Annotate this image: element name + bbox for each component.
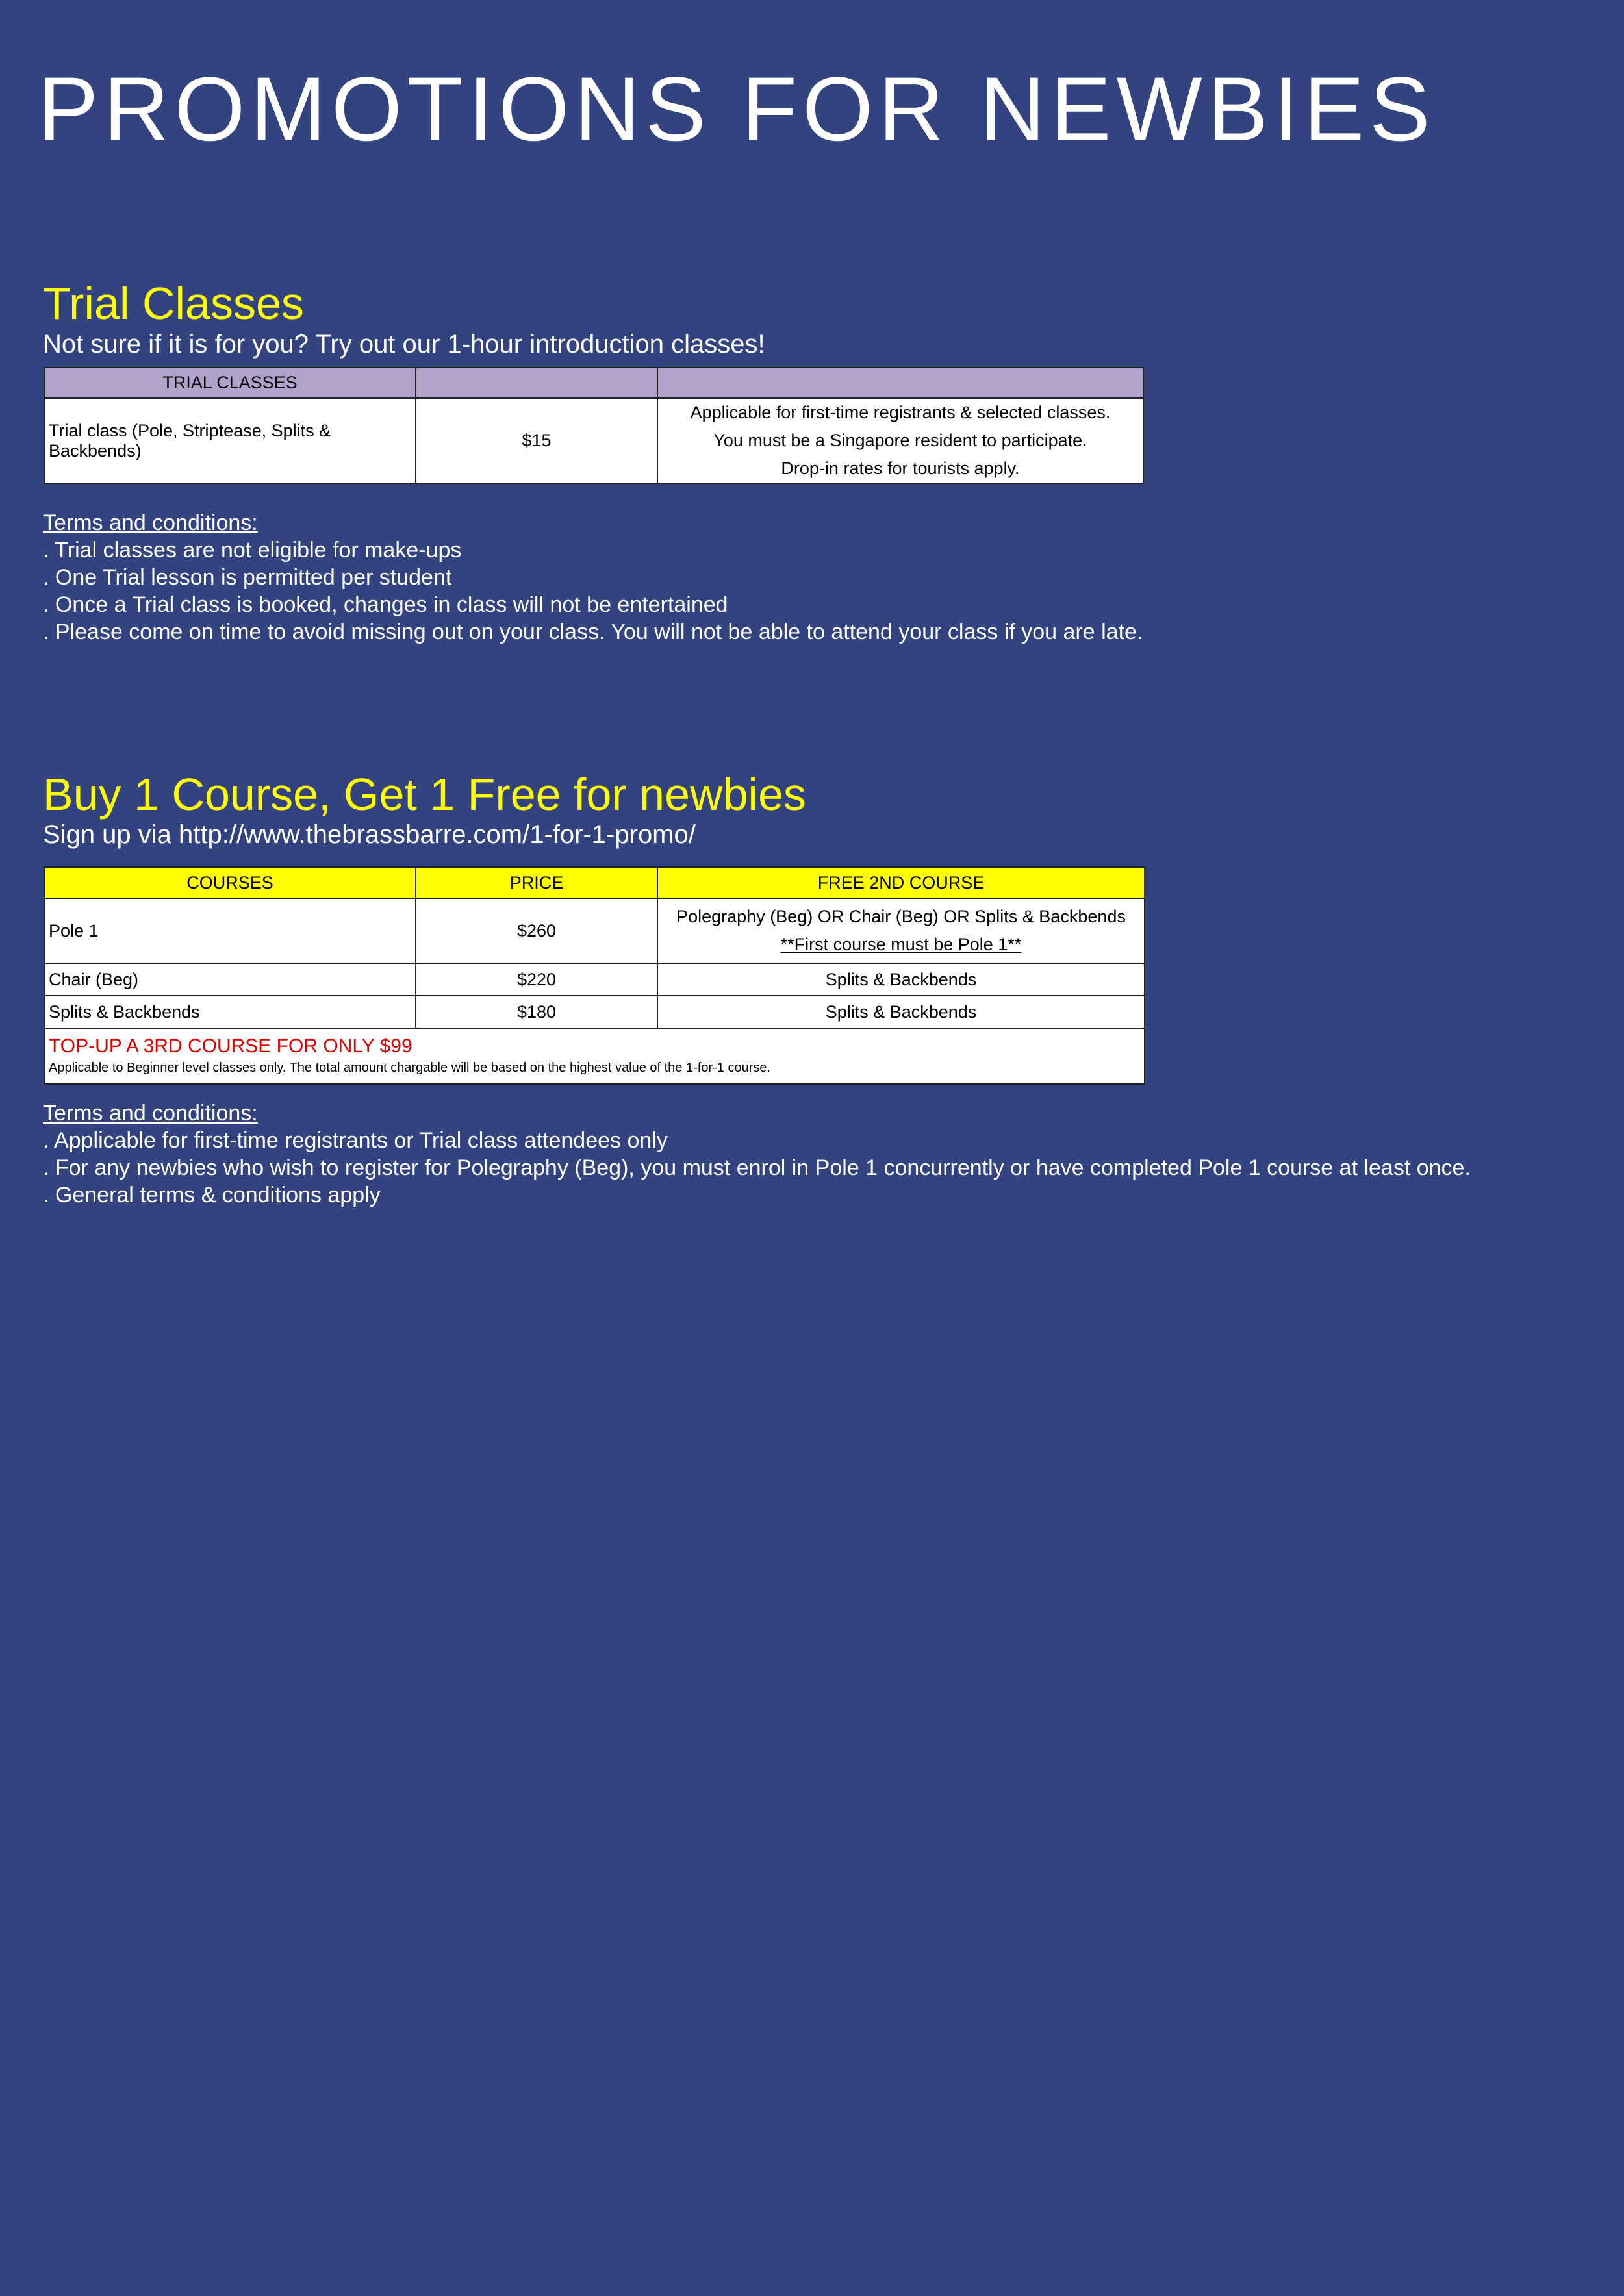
bogo-header-free-course: FREE 2ND COURSE [657,867,1145,898]
trial-term-item: . Once a Trial class is booked, changes in class will not be entertained [43,592,728,617]
trial-class-price: $15 [416,398,657,483]
trial-section-subtitle: Not sure if it is for you? Try out our 1-hour introduction classes! [43,330,765,359]
bogo-terms [43,1100,1471,1209]
table-row [44,996,1145,1028]
course-price: $260 [416,898,657,963]
course-price: $180 [416,996,657,1028]
bogo-courses-table [44,866,1145,1085]
trial-terms-heading: Terms and conditions: [43,511,258,535]
trial-term-item: . Please come on time to avoid missing out on your class. You will not be able to attend your class if you are late. [43,620,1143,644]
bogo-header-price: PRICE [416,867,657,898]
trial-section-title: Trial Classes [43,278,304,329]
page-title: PROMOTIONS FOR NEWBIES [38,58,1436,160]
course-name: Chair (Beg) [44,963,416,996]
fine-print: Applicable to Beginner level classes only. The total amount chargable will be based on the highest value of the 1-for-1 course. [49,1061,771,1075]
free-course-options: Polegraphy (Beg) OR Chair (Beg) OR Splits & Backbends [676,907,1126,926]
trial-table-header-row [44,368,1143,398]
table-row [44,963,1145,996]
course-name: Splits & Backbends [44,996,416,1028]
bogo-term-item: . General terms & conditions apply [43,1183,381,1207]
bogo-terms-heading: Terms and conditions: [43,1101,258,1126]
bogo-term-item: . For any newbies who wish to register for Polegraphy (Beg), you must enrol in Pole 1 concurrently or have completed Pole 1 course at least once. [43,1155,1471,1180]
table-row [44,398,1143,483]
bogo-footer-row [44,1028,1145,1084]
table-row [44,898,1145,963]
trial-note: You must be a Singapore resident to participate. [713,431,1087,450]
trial-table-header-empty [657,368,1143,398]
trial-term-item: . Trial classes are not eligible for make-ups [43,538,462,562]
free-course [657,898,1145,963]
bogo-section-subtitle: Sign up via http://www.thebrassbarre.com/1-for-1-promo/ [43,820,696,849]
trial-note: Applicable for first-time registrants & selected classes. [690,403,1111,422]
free-course-note: **First course must be Pole 1** [780,935,1022,954]
bogo-footer [44,1028,1145,1084]
trial-terms [43,509,1143,646]
free-course: Splits & Backbends [657,963,1145,996]
trial-class-name: Trial class (Pole, Striptease, Splits & Backbends) [44,398,416,483]
trial-table-header-label: TRIAL CLASSES [44,368,416,398]
trial-term-item: . One Trial lesson is permitted per student [43,565,452,590]
topup-offer: TOP-UP A 3RD COURSE FOR ONLY $99 [49,1035,412,1057]
course-price: $220 [416,963,657,996]
bogo-table-header-row [44,867,1145,898]
free-course: Splits & Backbends [657,996,1145,1028]
bogo-term-item: . Applicable for first-time registrants or Trial class attendees only [43,1128,668,1153]
bogo-section-title: Buy 1 Course, Get 1 Free for newbies [43,769,806,820]
trial-classes-table [44,367,1144,484]
trial-note: Drop-in rates for tourists apply. [781,459,1020,478]
trial-table-header-empty [416,368,657,398]
course-name: Pole 1 [44,898,416,963]
bogo-header-courses: COURSES [44,867,416,898]
trial-class-notes [657,398,1143,483]
